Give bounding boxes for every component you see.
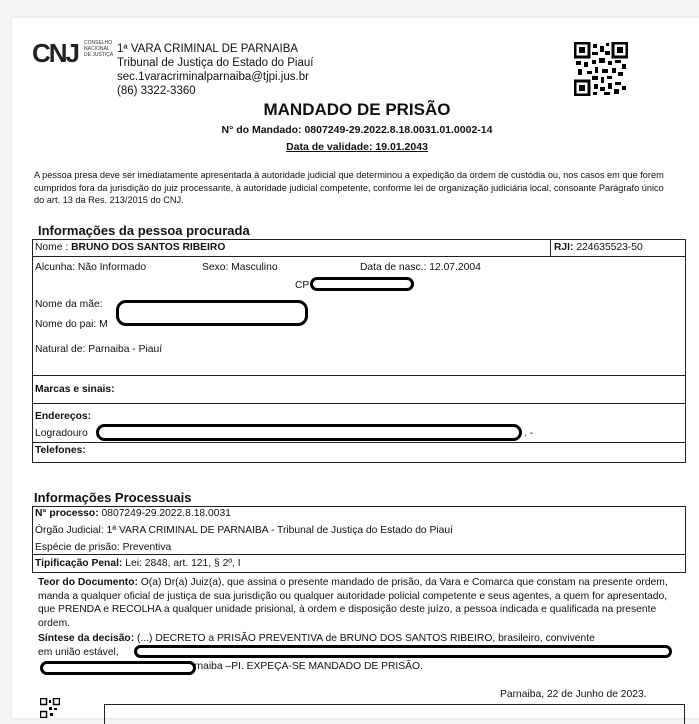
marks-label: Marcas e sinais: bbox=[35, 384, 115, 395]
street-label: Logradouro bbox=[35, 428, 88, 439]
document-title: MANDADO DE PRISÃO bbox=[263, 100, 451, 119]
synthesis-label: Síntese da decisão: bbox=[38, 633, 135, 644]
rji-label: RJI: bbox=[554, 242, 574, 253]
rji-row bbox=[554, 242, 643, 253]
process-section-title: Informações Processuais bbox=[34, 490, 192, 505]
name-label: Nome : bbox=[35, 242, 69, 253]
qr-code-small-icon bbox=[40, 698, 60, 718]
penal-typification-label: Tipificação Penal: bbox=[35, 558, 123, 569]
place-date: Parnaiba, 22 de Junho de 2023. bbox=[500, 689, 647, 700]
natural-of: Natural de: Parnaiba - Piauí bbox=[35, 344, 163, 355]
court-email: sec.1varacriminalparnaiba@tjpi.jus.br bbox=[117, 71, 309, 83]
process-number-label: N° processo: bbox=[35, 508, 99, 519]
validity-date: Data de validade: 19.01.2043 bbox=[286, 141, 428, 153]
judicial-organ: Órgão Judicial: 1ª VARA CRIMINAL DE PARNAIBA - Tribunal de Justiça do Estado do Piauí bbox=[35, 525, 453, 536]
process-number-value: 0807249-29.2022.8.18.0031 bbox=[101, 508, 231, 519]
address-label: Endereços: bbox=[35, 411, 92, 422]
arrest-kind: Espécie de prisão: Preventiva bbox=[35, 542, 172, 553]
name-value: BRUNO DOS SANTOS RIBEIRO bbox=[71, 242, 226, 253]
synthesis-text: (...) DECRETO a PRISÃO PREVENTIVA de BRUNO DOS SANTOS RIBEIRO, brasileiro, convivente bbox=[137, 633, 595, 644]
father-partial: M bbox=[99, 319, 108, 330]
tribunal-name: Tribunal de Justiça do Estado do Piauí bbox=[117, 57, 314, 69]
synthesis-row bbox=[38, 633, 595, 644]
redaction-mark bbox=[310, 277, 414, 291]
teor-text: O(a) Dr(a) Juiz(a), que assina o presente mandado de prisão, da Vara e Comarca que constam na presente ordem, manda a qualquer oficial de justiça de sua jurisdição ou qualquer autoridade policial competente e seus agentes, a quem for apresentado, que PRENDA e RECOLHA a qualquer unidade prisional, à ordem e disposição deste juízo, a pessoa indicada e qualificada na presente ordem. bbox=[38, 577, 668, 629]
person-section-title: Informações da pessoa procurada bbox=[38, 223, 250, 238]
rji-value: 224635523-50 bbox=[576, 242, 643, 253]
alias: Alcunha: Não Informado bbox=[35, 262, 147, 273]
father-row bbox=[35, 319, 108, 330]
father-label: Nome do pai: bbox=[35, 319, 97, 330]
document-page bbox=[12, 18, 699, 718]
teor-label: Teor do Documento: bbox=[38, 577, 138, 588]
birth-date: Data de nasc.: 12.07.2004 bbox=[360, 262, 481, 273]
warrant-number: N° do Mandado: 0807249-29.2022.8.18.0031.01.0002-14 bbox=[221, 124, 493, 136]
document-content bbox=[38, 576, 674, 630]
phones-label: Telefones: bbox=[35, 445, 86, 456]
street-tail: . - bbox=[524, 428, 534, 439]
redaction-mark bbox=[134, 645, 672, 658]
mother-label: Nome da mãe: bbox=[35, 299, 103, 310]
court-name: 1ª VARA CRIMINAL DE PARNAIBA bbox=[117, 43, 299, 55]
penal-typification-row bbox=[35, 558, 241, 569]
process-number-row bbox=[35, 508, 231, 519]
cpf-label: CP bbox=[295, 280, 310, 291]
redaction-mark bbox=[96, 424, 522, 441]
intro-paragraph: A pessoa presa deve ser imediatamente apresentada à autoridade judicial que determinou a expedição da ordem de custódia ou, nos casos em que forem cumpridos fora da jurisdição do juiz processante, à autoridade judicial competente, conforme lei de organização judiciária local, consoante Parágrafo único do art. 13 da Res. 213/2015 do CNJ. bbox=[34, 170, 664, 205]
cnj-logo bbox=[32, 38, 114, 68]
synthesis-line3: rnaiba –PI. EXPEÇA-SE MANDADO DE PRISÃO. bbox=[194, 661, 423, 672]
name-row bbox=[35, 242, 225, 253]
redaction-mark bbox=[40, 661, 196, 675]
court-phone: (86) 3322-3360 bbox=[117, 85, 196, 97]
sex: Sexo: Masculino bbox=[202, 262, 278, 273]
penal-typification-value: Lei: 2848, art. 121, § 2º, I bbox=[125, 558, 241, 569]
logo-text: CNJ bbox=[32, 38, 79, 68]
court-header bbox=[117, 42, 313, 98]
logo-subtext: CONSELHO NACIONAL DE JUSTIÇA bbox=[84, 40, 114, 58]
synthesis-line2: em união estável, bbox=[38, 647, 119, 658]
redaction-mark bbox=[116, 300, 308, 326]
qr-code-icon bbox=[574, 42, 628, 96]
